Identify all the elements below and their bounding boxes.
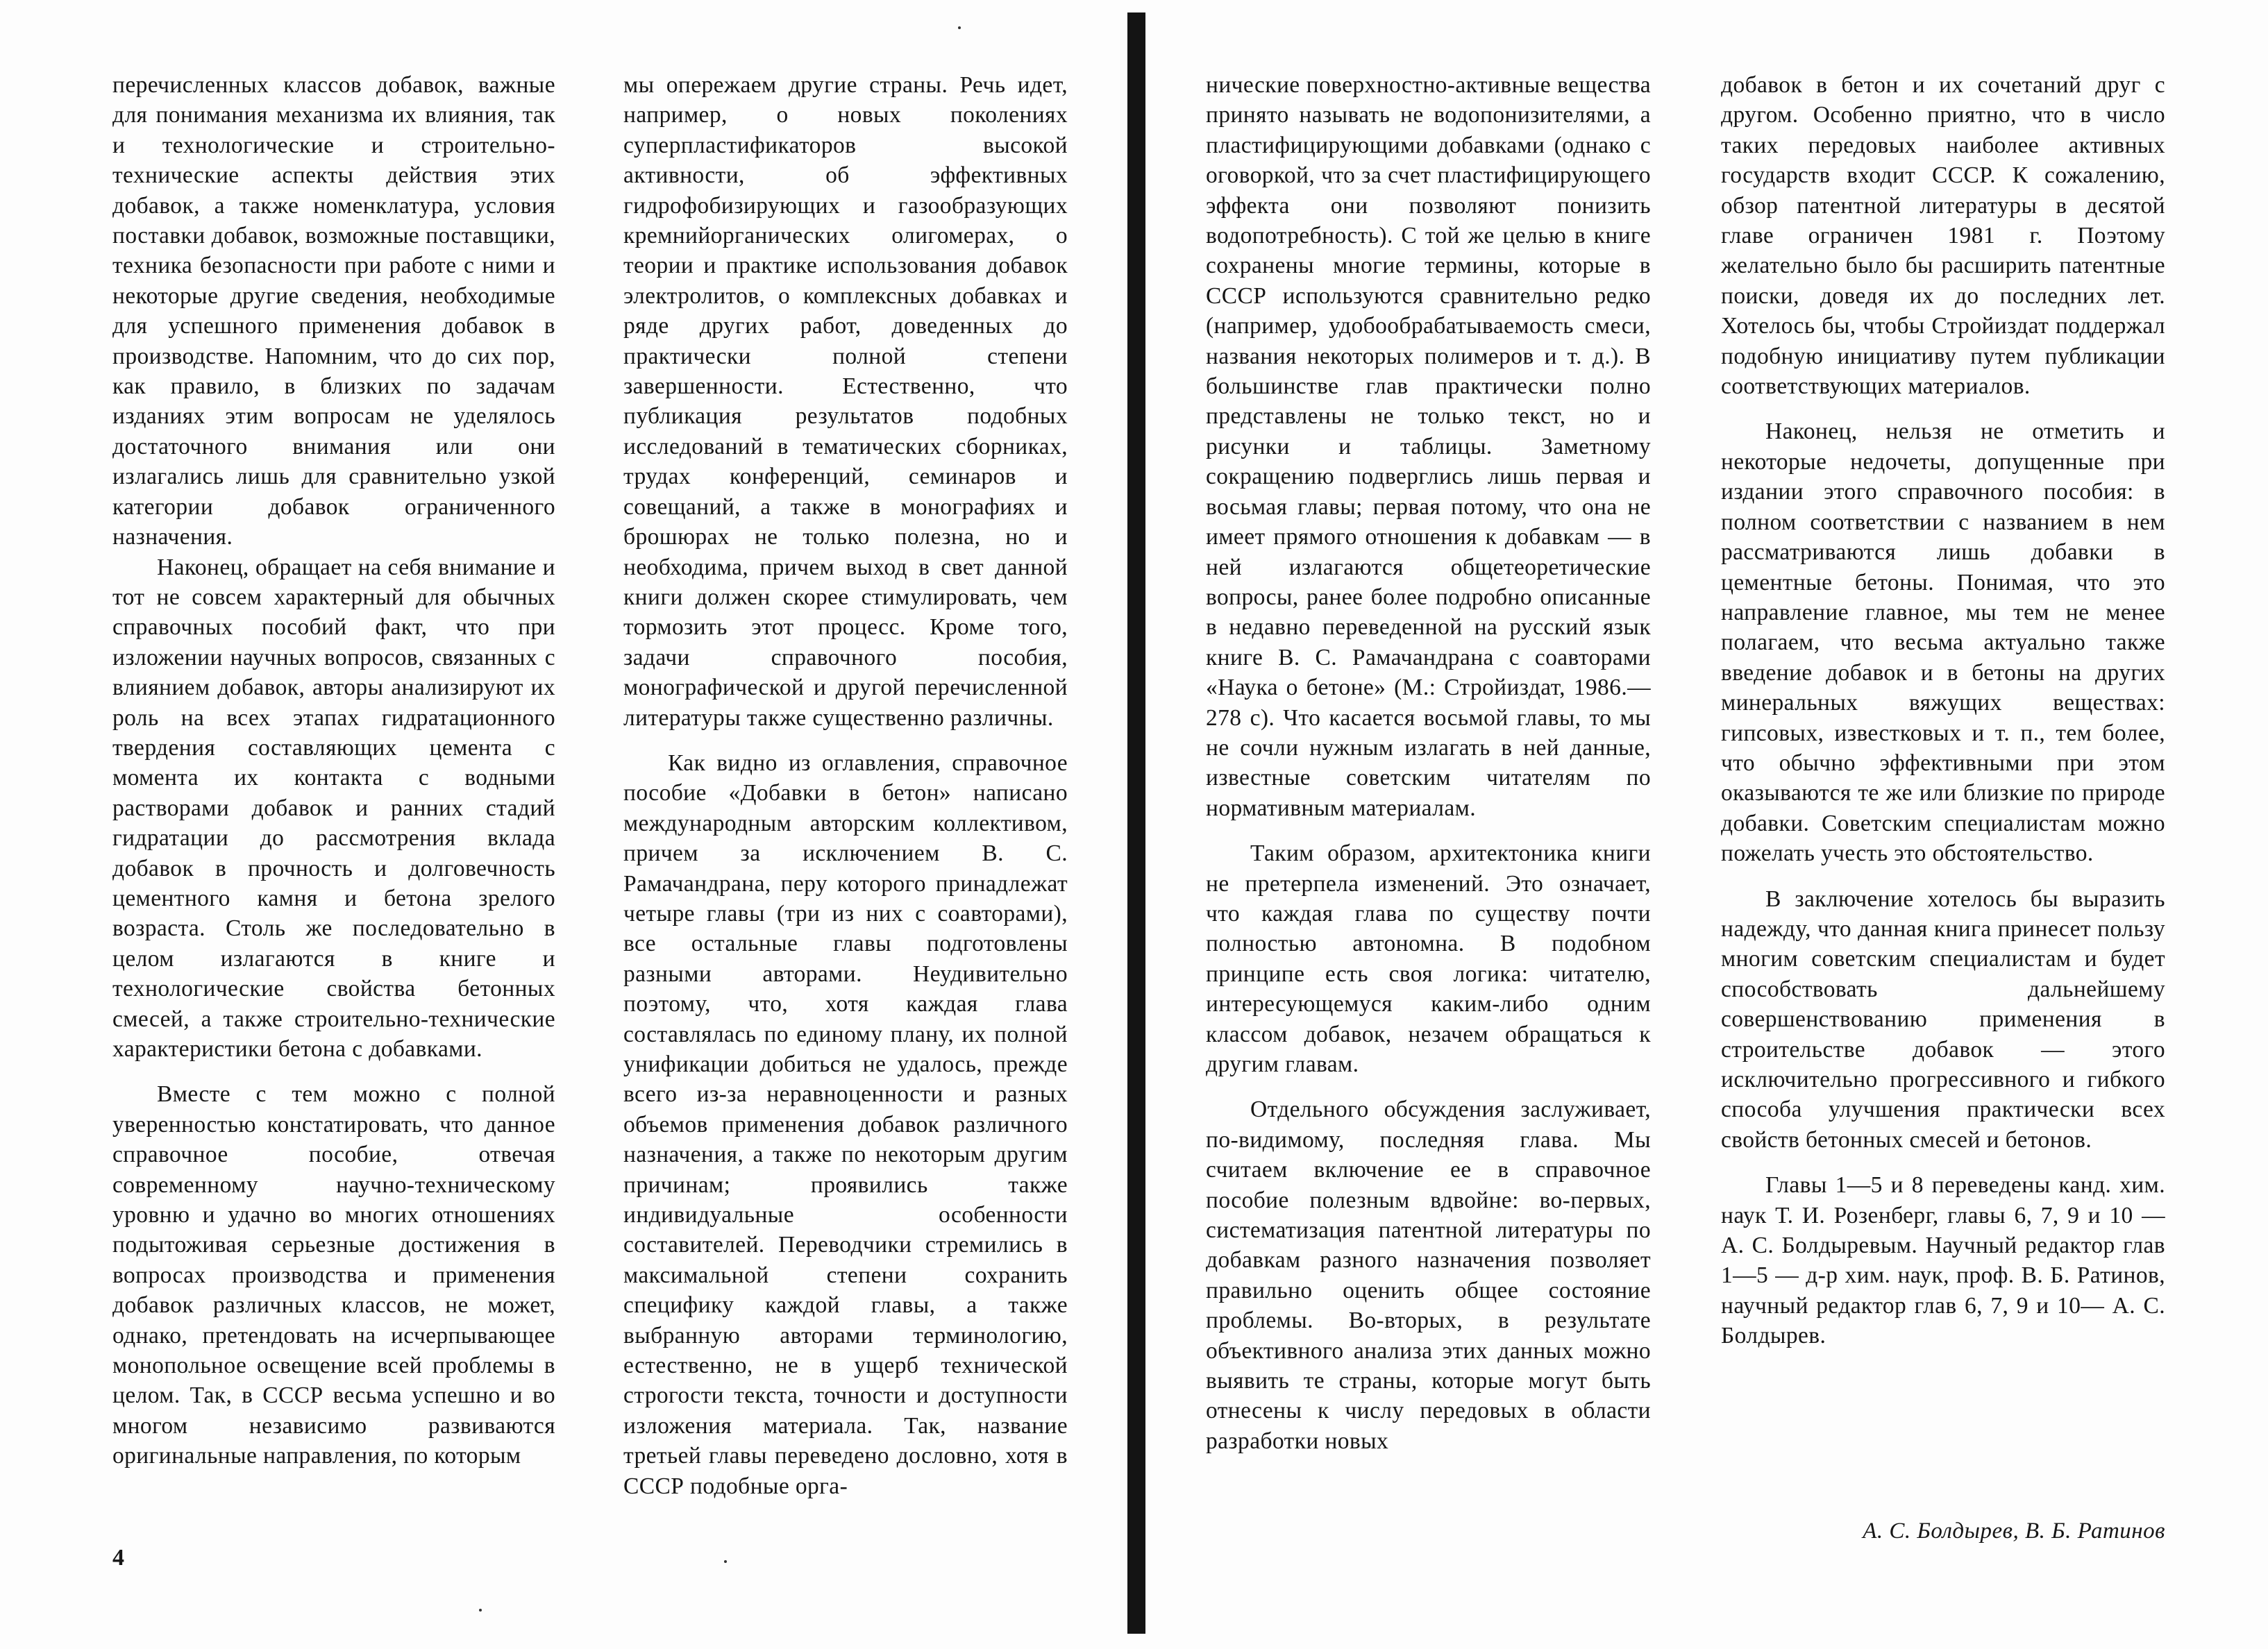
page-number: 4 [112,1545,124,1571]
paragraph: Отдельного обсуждения заслуживает, по-видимому, последняя глава. Мы считаем включение ее в справочное пособие полезным вдвойне: во-первых, систематизация патентной литературы по добавкам разного назначения позволяет правильно оценить общее состояние проблемы. Во-вторых, в результате объективного анализа этих данных можно выявить те страны, которые могут быть отнесены к числу передовых в области разработки новых [1206,1097,1651,1454]
paragraph: добавок в бетон и их сочетаний друг с другом. Особенно приятно, что в число таких передовых наиболее активных государств входит СССР. К сожалению, обзор патентной литературы в десятой главе ограничен 1981 г. Поэтому желательно было бы расширить патентные поиски, доведя их до последних лет. Хотелось бы, чтобы Стройиздат поддержал подобную инициативу путем публикации соответствующих материалов. [1721,72,2165,400]
left-page-column-2 [623,70,1068,1501]
paragraph: Таким образом, архитектоника книги не претерпела изменений. Это означает, что каждая глава по существу почти полностью автономна. В подобном принципе есть своя логика: читателю, интересующемуся каким-либо одним классом добавок, незачем обращаться к другим главам. [1206,840,1651,1077]
paragraph: нические поверхностно-активные вещества принято называть не водопонизителями, а пластифицирующими добавками (однако с оговоркой, что за счет пластифицирующего эффекта они позволяют понизить водопотребность). С той же целью в книге сохранены многие термины, которые в СССР используются сравнительно редко (например, удобообрабатываемость смеси, названия некоторых полимеров и т. д.). В большинстве глав практически полно представлены не только текст, но и рисунки и таблицы. Заметному сокращению подверглись лишь первая и восьмая главы; первая потому, что она не имеет прямого отношения к добавкам — в ней излагаются общетеоретические вопросы, ранее более подробно описанные в недавно переведенной на русский язык книге В. С. Рамачандрана с соавторами «Наука о бетоне» (М.: Стройиздат, 1986.—278 с). Что касается восьмой главы, то мы не сочли нужным излагать в ней данные, известные советским читателям по нормативным материалам. [1206,72,1651,821]
scan-speck [479,1609,482,1612]
paragraph: перечисленных классов добавок, важные для понимания механизма их влияния, так и технологические и строительно-технические аспекты действия этих добавок, а также номенклатура, условия поставки добавок, возможные поставщики, техника безопасности при работе с ними и некоторые другие сведения, необходимые для успешного применения добавок в производстве. Напомним, что до сих пор, как правило, в близких по задачам изданиях этим вопросам не уделялось достаточного внимания или они излагались лишь для сравнительно узкой категории добавок ограниченного назначения. [112,72,555,550]
book-spine-divider [1127,12,1145,1634]
paragraph: Наконец, нельзя не отметить и некоторые недочеты, допущенные при издании этого справочного пособия: в полном соответствии с названием в нем рассматриваются лишь добавки в цементные бетоны. Понимая, что это направление главное, мы тем не менее полагаем, что весьма актуально также введение добавок и в бетоны на других минеральных вяжущих веществах: гипсовых, известковых и т. п., тем более, что обычно эффективными при этом оказываются те же или близкие по природе добавки. Советским специалистам можно пожелать учесть это обстоятельство. [1721,418,2165,867]
paragraph: Главы 1—5 и 8 переведены канд. хим. наук Т. И. Розенберг, главы 6, 7, 9 и 10 — А. С. Болдыревым. Научный редактор глав 1—5 — д-р хим. наук, проф. В. Б. Ратинов, научный редактор глав 6, 7, 9 и 10— А. С. Болдырев. [1721,1172,2165,1349]
right-page-column-1 [1206,70,1651,1456]
paragraph: Наконец, обращает на себя внимание и тот не совсем характерный для обычных справочных пособий факт, что при изложении научных вопросов, связанных с влиянием добавок, авторы анализируют их роль на всех этапах гидратационного твердения составляющих цемента с момента их контакта с водными растворами добавок и ранних стадий гидратации до рассмотрения вклада добавок в прочность и долговечность цементного камня и бетона зрелого возраста. Столь же последовательно в целом излагаются в книге и технологические свойства бетонных смесей, а также строительно-технические характеристики бетона с добавками. [112,554,555,1062]
right-page-column-2 [1721,70,2165,1351]
paragraph: мы опережаем другие страны. Речь идет, например, о новых поколениях суперпластификаторов высокой активности, об эффективных гидрофобизирующих и газообразующих кремнийорганических олигомерах, о теории и практике использования добавок электролитов, о комплексных добавках и ряде других работ, доведенных до практически полной степени завершенности. Естественно, что публикация результатов подобных исследований в тематических сборниках, трудах конференций, семинаров и совещаний, а также в монографиях и брошюрах не только полезна, но и необходима, причем выход в свет данной книги должен скорее стимулировать, чем тормозить этот процесс. Кроме того, задачи справочного пособия, монографической и другой перечисленной литературы также существенно различны. [623,72,1068,731]
paragraph: Вместе с тем можно с полной уверенностью констатировать, что данное справочное пособие, отвечая современному научно-техническому уровню и удачно во многих отношениях подытоживая серьезные достижения в вопросах производства и применения добавок различных классов, не может, однако, претендовать на исчерпывающее монопольное освещение всей проблемы в целом. Так, в СССР весьма успешно и во многом независимо развиваются оригинальные направления, по которым [112,1081,555,1469]
paragraph: В заключение хотелось бы выразить надежду, что данная книга принесет пользу многим советским специалистам и будет способствовать дальнейшему совершенствованию применения в строительстве добавок — этого исключительно прогрессивного и гибкого способа улучшения практически всех свойств бетонных смесей и бетонов. [1721,886,2165,1153]
scan-speck [958,26,961,29]
scan-speck [724,1560,727,1563]
paragraph: Как видно из оглавления, справочное пособие «Добавки в бетон» написано международным авторским коллективом, причем за исключением В. С. Рамачандрана, перу которого принадлежат четыре главы (три из них с соавторами), все остальные главы подготовлены разными авторами. Неудивительно поэтому, что, хотя каждая глава составлялась по единому плану, их полной унификации добиться не удалось, прежде всего из-за неравноценности и разных объемов применения добавок различного назначения, а также по некоторым другим причинам; проявились также индивидуальные особенности составителей. Переводчики стремились в максимальной степени сохранить специфику каждой главы, а также выбранную авторами терминологию, естественно, не в ущерб технической строгости текста, точности и доступности изложения материала. Так, название третьей главы переведено дословно, хотя в СССР подобные орга- [623,750,1068,1499]
authors-signature: А. С. Болдырев, В. Б. Ратинов [1863,1519,2165,1544]
left-page-column-1 [112,70,555,1471]
